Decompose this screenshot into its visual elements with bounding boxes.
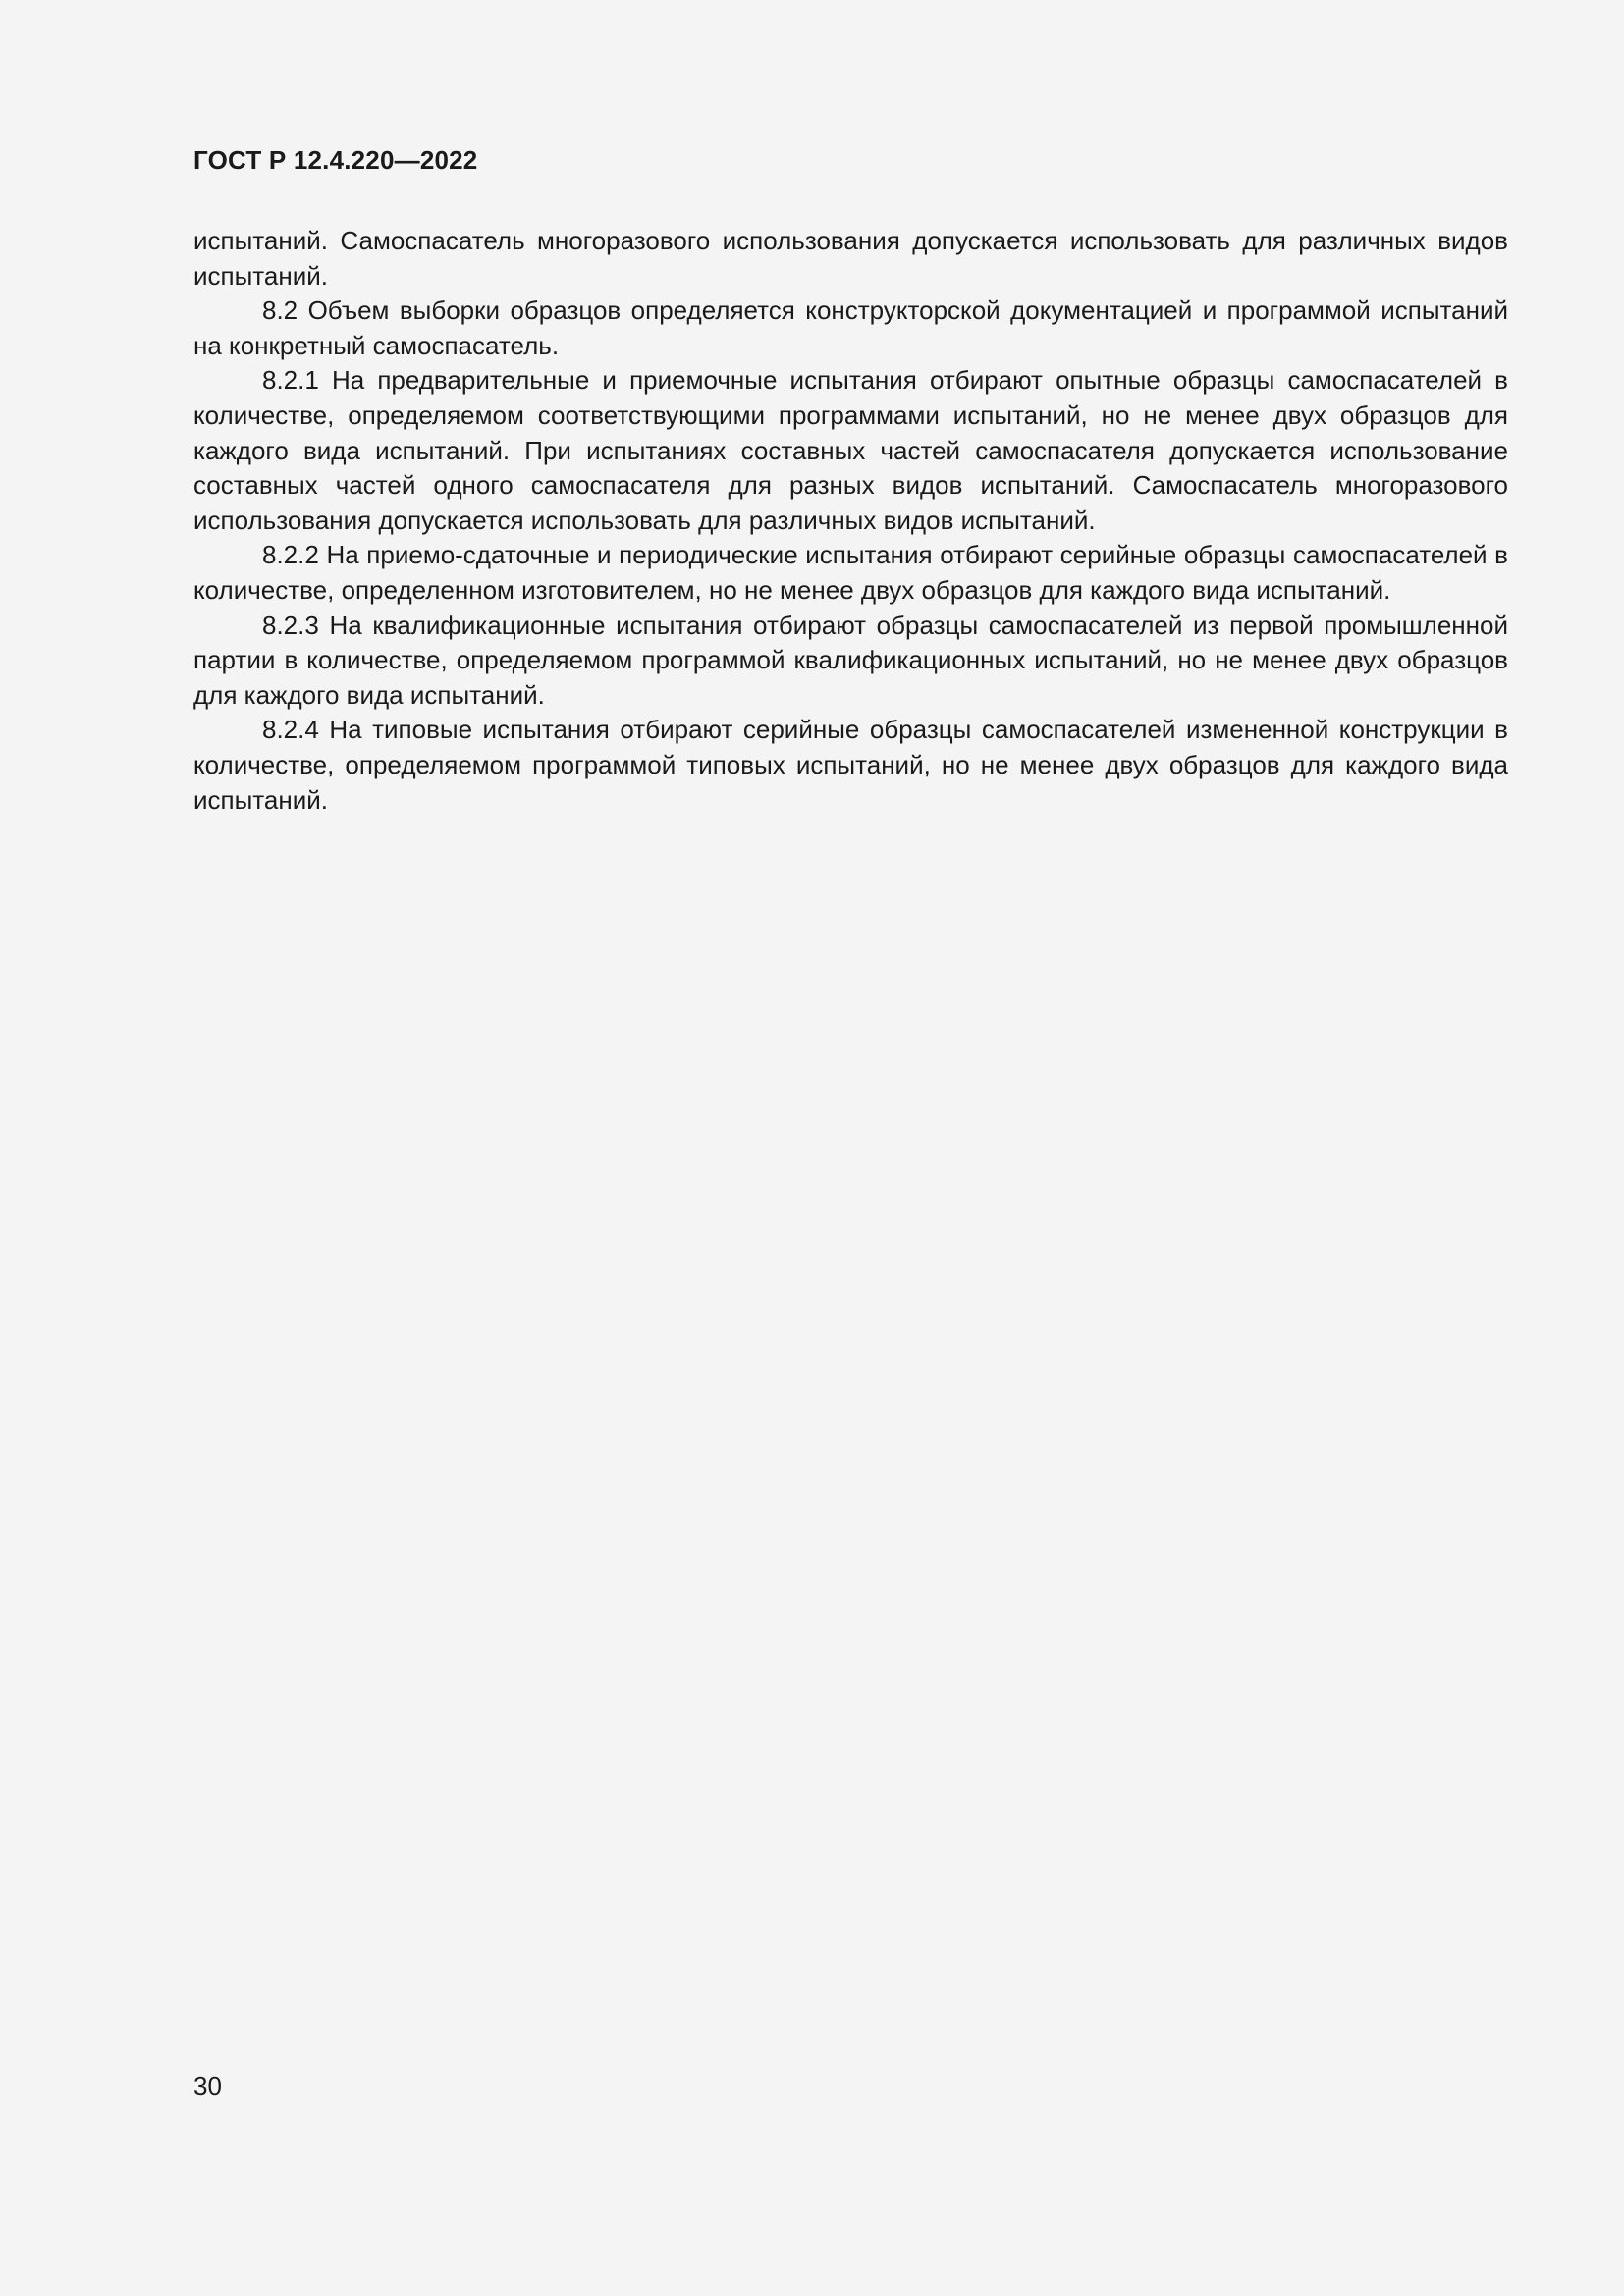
document-body xyxy=(193,224,1508,818)
paragraph-8-2-1: 8.2.1 На предварительные и приемочные испытания отбирают опытные образцы самоспасателей в количестве, определяемом соответствующими программами испытаний, но не менее двух образцов для каждого вида испытаний. При испытаниях составных частей самоспасателя допускается использование составных частей одного самоспасателя для разных видов испытаний. Самоспасатель многоразового использования допускается использовать для различных видов испытаний. xyxy=(193,365,1508,535)
paragraph-8-2-4: 8.2.4 На типовые испытания отбирают серийные образцы самоспасателей измененной конструкции в количестве, определяемом программой типовых испытаний, но не менее двух образцов для каждого вида испытаний. xyxy=(193,715,1508,815)
document-header-code: ГОСТ Р 12.4.220—2022 xyxy=(193,145,478,175)
paragraph-8-2-3: 8.2.3 На квалификационные испытания отбирают образцы самоспасателей из первой промышленной партии в количестве, определяемом программой квалификационных испытаний, но не менее двух образцов для каждого вида испытаний. xyxy=(193,610,1508,710)
paragraph-8-2-2: 8.2.2 На приемо-сдаточные и периодические испытания отбирают серийные образцы самоспасателей в количестве, определенном изготовителем, но не менее двух образцов для каждого вида испытаний. xyxy=(193,540,1508,605)
paragraph-8-2: 8.2 Объем выборки образцов определяется конструкторской документацией и программой испытаний на конкретный самоспасатель. xyxy=(193,295,1508,360)
paragraph-continuation: испытаний. Самоспасатель многоразового использования допускается использовать для различных видов испытаний. xyxy=(193,226,1508,291)
page-number: 30 xyxy=(193,2071,222,2101)
